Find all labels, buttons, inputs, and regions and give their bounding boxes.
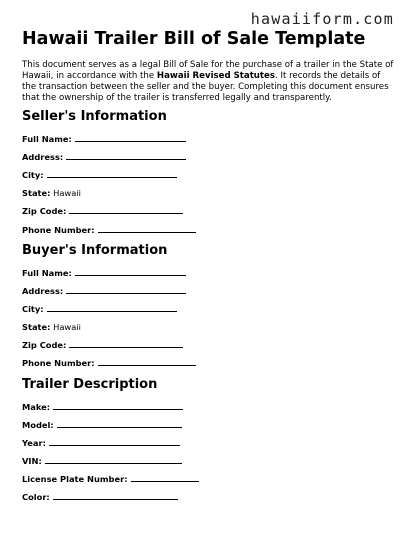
seller-city-label: City:: [22, 170, 44, 180]
seller-phone-field[interactable]: [22, 225, 196, 236]
trailer-license-plate-line[interactable]: [131, 480, 199, 482]
seller-zip-field[interactable]: [22, 206, 183, 217]
trailer-make-line[interactable]: [53, 408, 183, 410]
trailer-color-label: Color:: [22, 492, 50, 502]
seller-state-field: [22, 188, 81, 199]
seller-zip-line[interactable]: [69, 212, 183, 214]
buyer-state-value: Hawaii: [53, 322, 81, 332]
buyer-full-name-field[interactable]: [22, 268, 186, 279]
trailer-model-field[interactable]: [22, 420, 182, 431]
trailer-model-label: Model:: [22, 420, 54, 430]
buyer-zip-line[interactable]: [69, 346, 183, 348]
buyer-city-field[interactable]: [22, 304, 177, 315]
site-watermark: hawaiiform.com: [250, 10, 394, 28]
seller-state-label: State:: [22, 188, 51, 198]
buyer-section-heading: Buyer's Information: [22, 243, 168, 258]
buyer-phone-field[interactable]: [22, 358, 196, 369]
seller-full-name-line[interactable]: [75, 140, 186, 142]
intro-text-start: This document serves as a legal Bill of Sale for the purchase of a trailer in the State of Hawaii, in accordance with the: [22, 60, 394, 81]
seller-state-value: Hawaii: [53, 188, 81, 198]
buyer-zip-label: Zip Code:: [22, 340, 67, 350]
trailer-year-field[interactable]: [22, 438, 180, 449]
trailer-license-plate-label: License Plate Number:: [22, 474, 128, 484]
intro-paragraph: [22, 60, 394, 104]
trailer-section-heading: Trailer Description: [22, 377, 158, 392]
intro-text-end: . It records the details of the transaction between the seller and the buyer. Completing this document ensures that the ownership of the trailer is transferred legally and transparently.: [22, 71, 389, 103]
buyer-phone-line[interactable]: [98, 364, 196, 366]
buyer-city-label: City:: [22, 304, 44, 314]
trailer-license-plate-field[interactable]: [22, 474, 199, 485]
seller-full-name-field[interactable]: [22, 134, 186, 145]
buyer-state-field: [22, 322, 81, 333]
page-title: Hawaii Trailer Bill of Sale Template: [22, 29, 366, 49]
seller-phone-line[interactable]: [98, 231, 196, 233]
trailer-model-line[interactable]: [57, 426, 182, 428]
seller-address-label: Address:: [22, 152, 64, 162]
trailer-vin-line[interactable]: [45, 462, 182, 464]
buyer-zip-field[interactable]: [22, 340, 183, 351]
buyer-address-label: Address:: [22, 286, 64, 296]
seller-city-field[interactable]: [22, 170, 177, 181]
buyer-full-name-label: Full Name:: [22, 268, 72, 278]
trailer-year-line[interactable]: [49, 444, 180, 446]
buyer-city-line[interactable]: [47, 310, 177, 312]
intro-statute-reference: Hawaii Revised Statutes: [156, 71, 275, 81]
seller-address-field[interactable]: [22, 152, 186, 163]
trailer-color-line[interactable]: [53, 498, 178, 500]
trailer-year-label: Year:: [22, 438, 46, 448]
buyer-address-line[interactable]: [66, 292, 186, 294]
buyer-state-label: State:: [22, 322, 51, 332]
trailer-vin-field[interactable]: [22, 456, 182, 467]
seller-zip-label: Zip Code:: [22, 206, 67, 216]
seller-full-name-label: Full Name:: [22, 134, 72, 144]
seller-phone-label: Phone Number:: [22, 225, 95, 235]
trailer-color-field[interactable]: [22, 492, 178, 503]
seller-city-line[interactable]: [47, 176, 177, 178]
seller-section-heading: Seller's Information: [22, 109, 167, 124]
trailer-make-label: Make:: [22, 402, 51, 412]
trailer-make-field[interactable]: [22, 402, 183, 413]
seller-address-line[interactable]: [66, 158, 186, 160]
buyer-address-field[interactable]: [22, 286, 186, 297]
trailer-vin-label: VIN:: [22, 456, 42, 466]
buyer-full-name-line[interactable]: [75, 274, 186, 276]
buyer-phone-label: Phone Number:: [22, 358, 95, 368]
